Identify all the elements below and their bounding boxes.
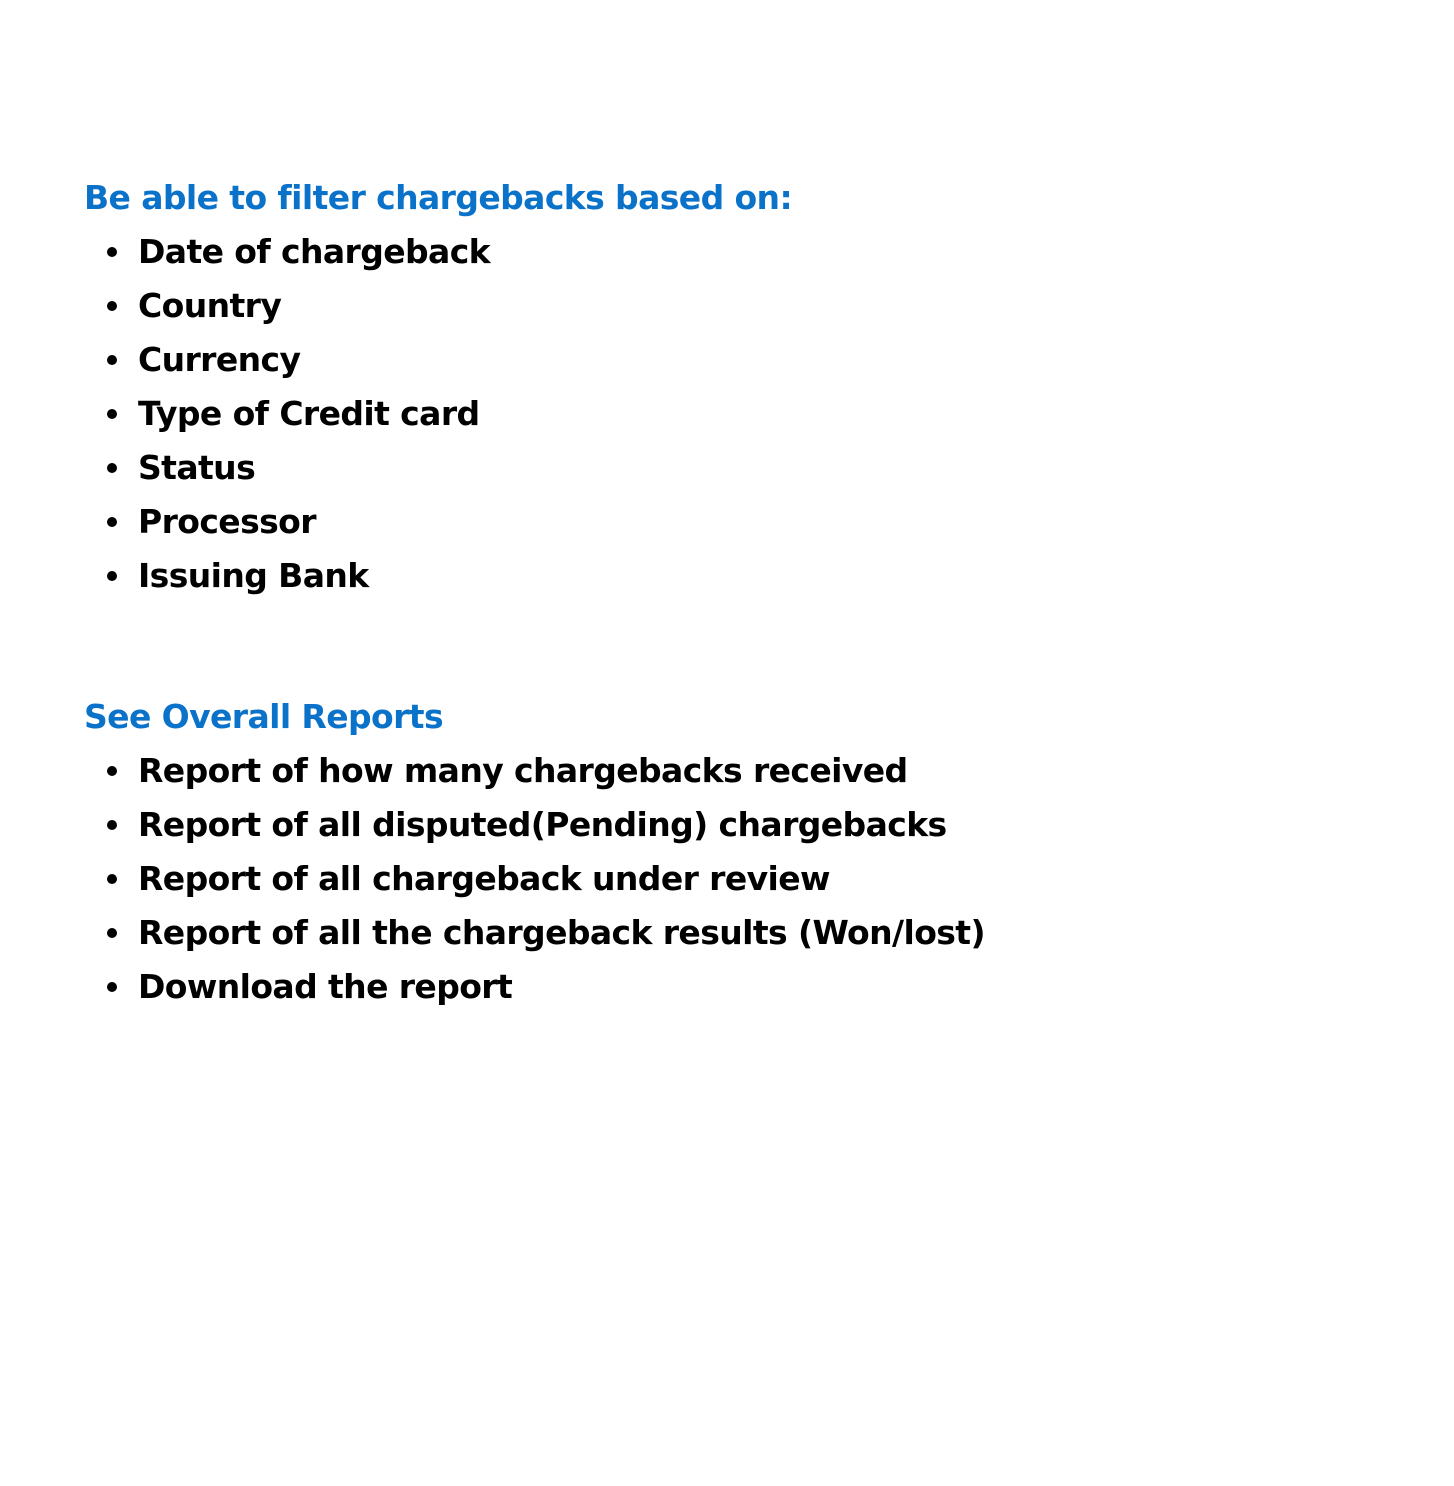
- list-item-label: Report of how many chargebacks received: [138, 751, 908, 790]
- list-item: [84, 446, 792, 500]
- list-item-label: Download the report: [138, 967, 513, 1006]
- list-item: [84, 911, 985, 965]
- list-item-label: Issuing Bank: [138, 556, 369, 595]
- list-item-label: Type of Credit card: [138, 394, 480, 433]
- bullet-icon: [107, 409, 117, 419]
- bullet-icon: [107, 247, 117, 257]
- bullet-icon: [107, 301, 117, 311]
- bullet-icon: [107, 820, 117, 830]
- list-item-label: Report of all chargeback under review: [138, 859, 830, 898]
- list-item: [84, 803, 985, 857]
- filter-criteria-list: [84, 230, 792, 608]
- reports-section: [84, 695, 985, 1019]
- bullet-icon: [107, 355, 117, 365]
- list-item: [84, 857, 985, 911]
- list-item-label: Processor: [138, 502, 316, 541]
- list-item: [84, 749, 985, 803]
- list-item: [84, 500, 792, 554]
- reports-list: [84, 749, 985, 1019]
- bullet-icon: [107, 463, 117, 473]
- filter-section: [84, 176, 792, 608]
- list-item: [84, 284, 792, 338]
- bullet-icon: [107, 928, 117, 938]
- list-item: [84, 338, 792, 392]
- list-item-label: Status: [138, 448, 256, 487]
- list-item: [84, 554, 792, 608]
- list-item: [84, 965, 985, 1019]
- filter-section-heading: Be able to filter chargebacks based on:: [84, 178, 793, 217]
- bullet-icon: [107, 571, 117, 581]
- list-item: [84, 392, 792, 446]
- bullet-icon: [107, 766, 117, 776]
- bullet-icon: [107, 874, 117, 884]
- list-item: [84, 230, 792, 284]
- list-item-label: Currency: [138, 340, 301, 379]
- list-item-label: Date of chargeback: [138, 232, 491, 271]
- bullet-icon: [107, 517, 117, 527]
- reports-section-heading: See Overall Reports: [84, 697, 443, 736]
- bullet-icon: [107, 982, 117, 992]
- list-item-label: Report of all the chargeback results (Won/lost): [138, 913, 985, 952]
- list-item-label: Country: [138, 286, 282, 325]
- list-item-label: Report of all disputed(Pending) chargebacks: [138, 805, 947, 844]
